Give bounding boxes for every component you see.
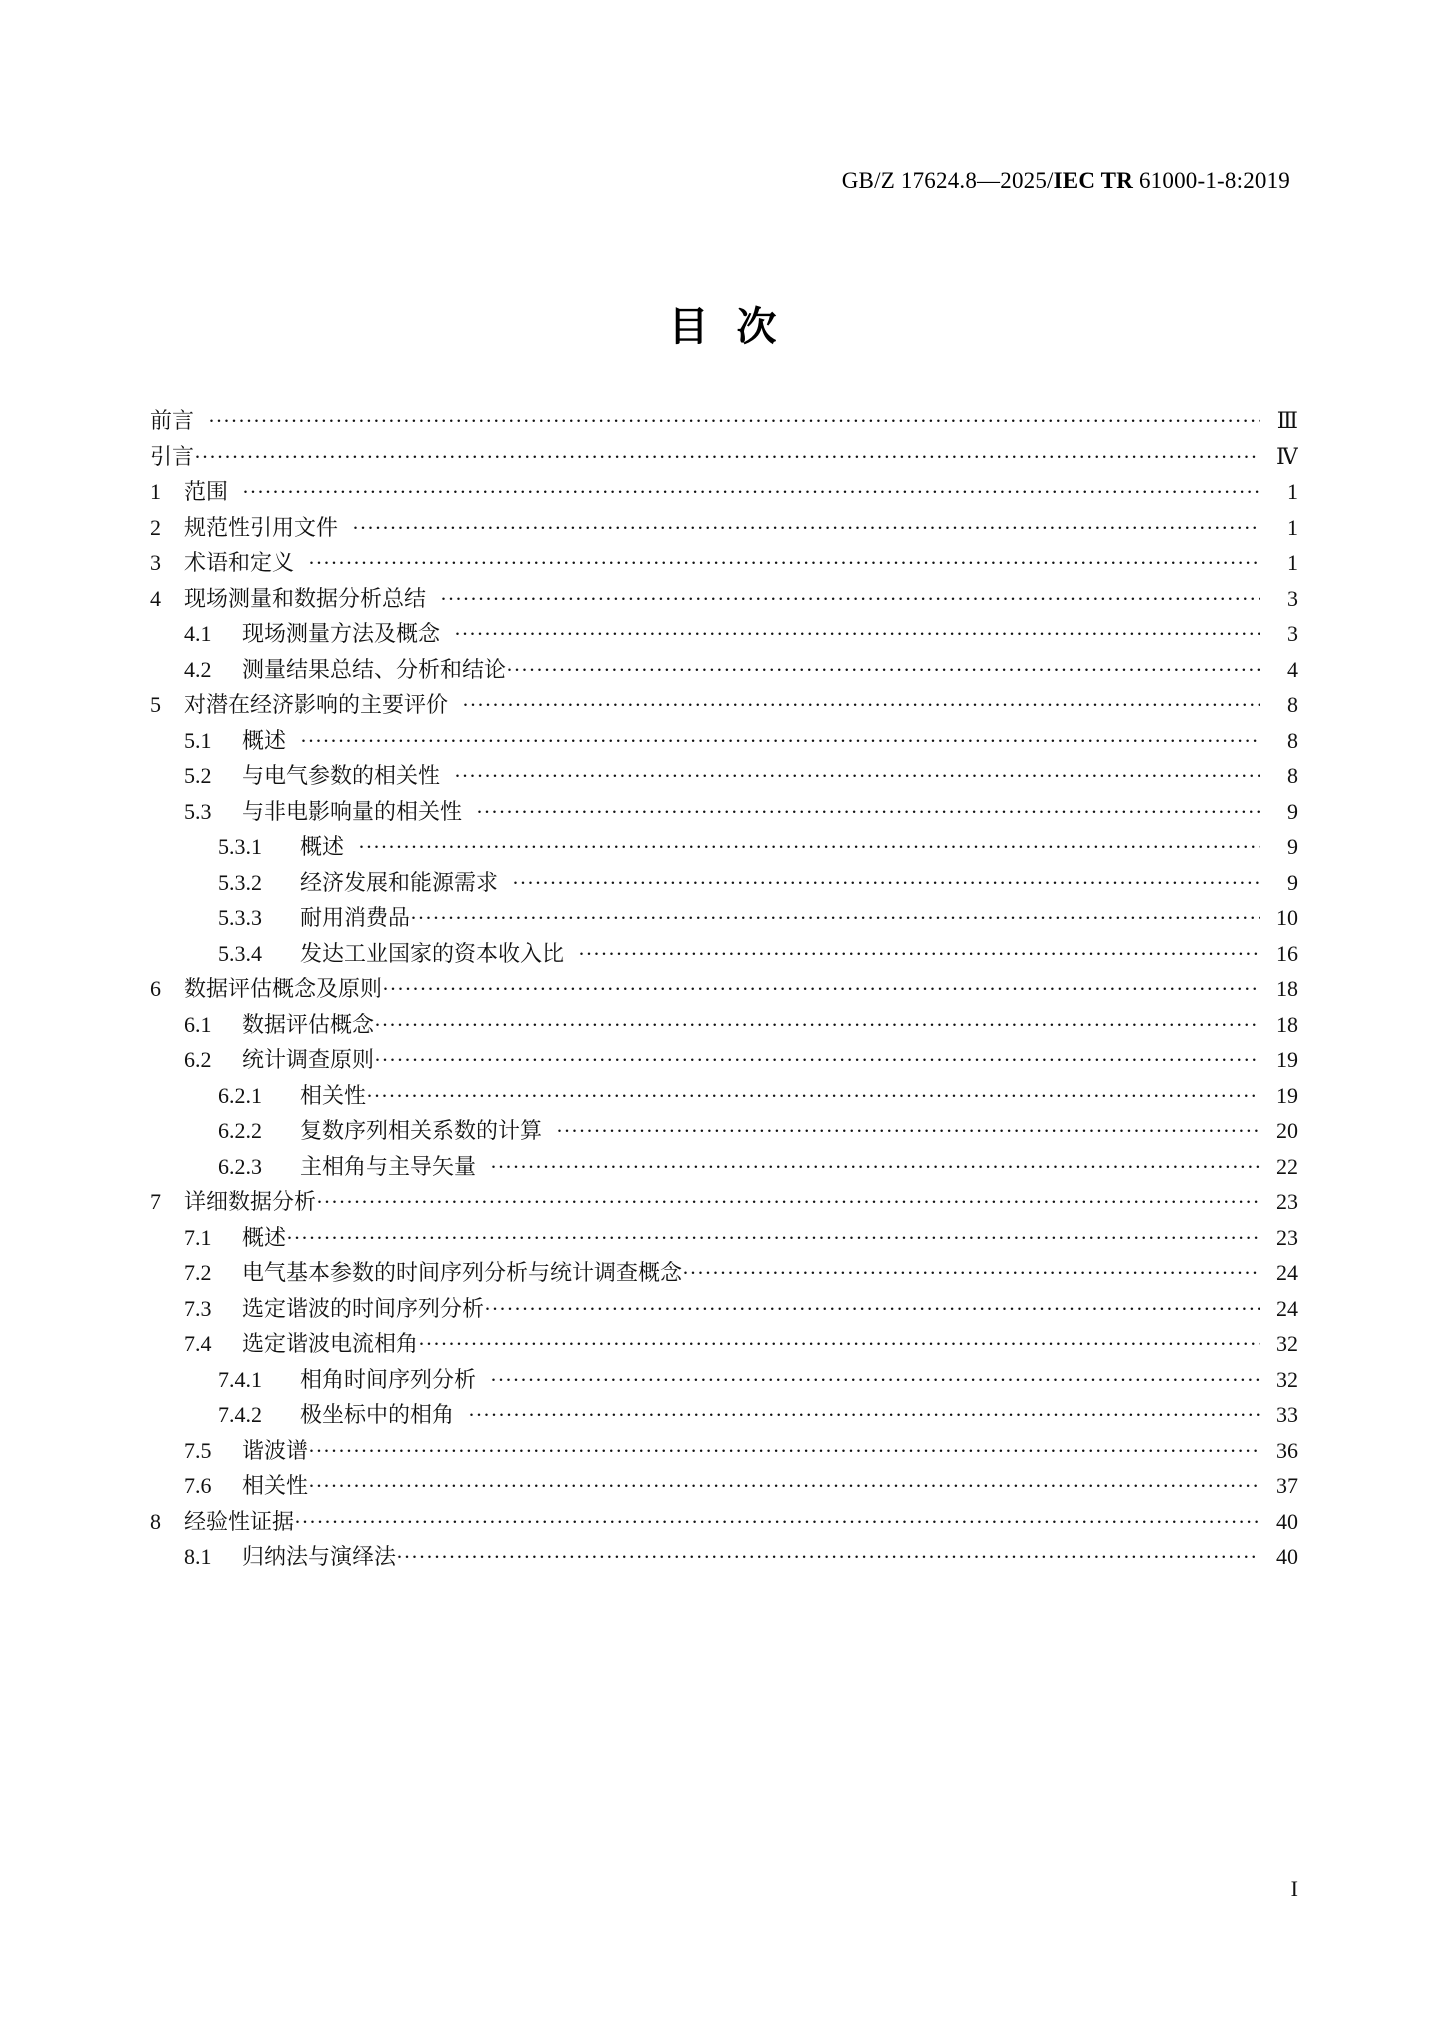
header-source-code: IEC TR xyxy=(1053,168,1134,193)
toc-entry[interactable] xyxy=(150,1114,1298,1150)
toc-entry[interactable] xyxy=(150,795,1298,831)
toc-entry-number: 7.5 xyxy=(184,1437,212,1463)
toc-entry-label: 前言 xyxy=(150,408,195,433)
toc-leader-dots xyxy=(286,1228,1260,1250)
toc-entry[interactable] xyxy=(150,582,1298,618)
toc-entry[interactable] xyxy=(150,1540,1298,1576)
toc-entry-page-number: 40 xyxy=(1276,1508,1298,1534)
toc-leader-dots xyxy=(308,1441,1260,1463)
toc-entry[interactable] xyxy=(150,1185,1298,1221)
toc-entry-page-number: 8 xyxy=(1287,763,1298,788)
toc-entry-label: 相关性 xyxy=(242,1473,309,1498)
toc-leader-dots xyxy=(506,660,1260,682)
toc-leader-dots xyxy=(358,837,1260,859)
toc-entry-page-number: 4 xyxy=(1287,656,1298,682)
toc-entry-number: 6.1 xyxy=(184,1011,212,1037)
toc-leader-dots xyxy=(556,1121,1260,1143)
toc-entry-label: 相关性 xyxy=(300,1082,367,1108)
toc-entry[interactable] xyxy=(150,759,1298,795)
toc-entry-number: 7.3 xyxy=(184,1295,212,1321)
toc-entry-page-number: 3 xyxy=(1287,585,1298,611)
toc-entry[interactable] xyxy=(150,511,1298,547)
toc-entry-label: 主相角与主导矢量 xyxy=(300,1153,477,1179)
toc-entry-label: 耐用消费品 xyxy=(300,905,411,930)
toc-entry-number: 6.2 xyxy=(184,1047,212,1072)
toc-entry[interactable] xyxy=(150,1292,1298,1328)
toc-entry-page-number: 18 xyxy=(1276,976,1298,1001)
toc-entry-label: 规范性引用文件 xyxy=(184,514,339,540)
toc-entry-number: 8 xyxy=(150,1508,161,1534)
toc-entry-number: 4 xyxy=(150,585,161,611)
toc-entry-page-number: 8 xyxy=(1287,727,1298,753)
toc-entry-number: 4.1 xyxy=(184,621,212,646)
toc-entry-label: 归纳法与演绎法 xyxy=(242,1544,397,1569)
toc-entry-number: 5.3.3 xyxy=(218,905,262,930)
toc-leader-dots xyxy=(300,731,1260,753)
toc-entry-label: 经验性证据 xyxy=(184,1508,295,1534)
toc-leader-dots xyxy=(208,411,1260,433)
toc-entry-page-number: 8 xyxy=(1287,692,1298,717)
header-standard-code: GB/Z 17624.8—2025/ xyxy=(841,168,1054,193)
toc-entry-number: 5.3.2 xyxy=(218,869,262,895)
toc-entry-label: 与非电影响量的相关性 xyxy=(242,798,463,824)
toc-entry[interactable] xyxy=(150,1043,1298,1079)
toc-entry-number: 7.2 xyxy=(184,1260,212,1285)
toc-entry-number: 7.4 xyxy=(184,1331,212,1356)
toc-entry-page-number: Ⅳ xyxy=(1276,443,1298,469)
toc-entry-label: 详细数据分析 xyxy=(184,1189,317,1214)
toc-entry-label: 测量结果总结、分析和结论 xyxy=(242,656,507,682)
toc-leader-dots xyxy=(484,1299,1260,1321)
toc-entry-number: 5 xyxy=(150,692,161,717)
toc-entry-number: 6 xyxy=(150,976,161,1001)
toc-entry-label: 范围 xyxy=(184,479,229,504)
toc-entry-page-number: 32 xyxy=(1276,1331,1298,1356)
toc-entry-label: 复数序列相关系数的计算 xyxy=(300,1118,543,1143)
toc-entry[interactable] xyxy=(150,830,1298,866)
toc-leader-dots xyxy=(418,1334,1260,1356)
toc-entry-number: 1 xyxy=(150,479,161,504)
toc-entry-page-number: 18 xyxy=(1276,1011,1298,1037)
toc-entry-label: 引言 xyxy=(150,443,195,469)
toc-leader-dots xyxy=(682,1263,1260,1285)
running-header xyxy=(155,168,1290,194)
toc-entry[interactable] xyxy=(150,1363,1298,1399)
toc-leader-dots xyxy=(242,482,1260,504)
toc-entry-label: 数据评估概念 xyxy=(242,1011,375,1037)
toc-entry-page-number: 37 xyxy=(1276,1473,1298,1498)
toc-leader-dots xyxy=(512,873,1260,895)
toc-leader-dots xyxy=(578,944,1260,966)
toc-entry-label: 经济发展和能源需求 xyxy=(300,869,499,895)
toc-entry-number: 7.4.2 xyxy=(218,1402,262,1427)
toc-entry-number: 3 xyxy=(150,550,161,575)
toc-entry-label: 选定谐波的时间序列分析 xyxy=(242,1295,485,1321)
toc-leader-dots xyxy=(454,624,1260,646)
toc-entry-page-number: 19 xyxy=(1276,1047,1298,1072)
toc-entry-label: 与电气参数的相关性 xyxy=(242,763,441,788)
toc-entry-page-number: 23 xyxy=(1276,1224,1298,1250)
toc-entry-page-number: 16 xyxy=(1276,940,1298,966)
toc-entry-label: 概述 xyxy=(300,834,345,859)
toc-entry-page-number: 32 xyxy=(1276,1366,1298,1392)
toc-entry[interactable] xyxy=(150,653,1298,689)
toc-entry-number: 5.2 xyxy=(184,763,212,788)
toc-entry[interactable] xyxy=(150,1327,1298,1363)
toc-entry[interactable] xyxy=(150,546,1298,582)
toc-entry-label: 相角时间序列分析 xyxy=(300,1366,477,1392)
toc-entry-page-number: 1 xyxy=(1287,514,1298,540)
toc-entry-number: 6.2.1 xyxy=(218,1082,262,1108)
toc-entry-label: 统计调查原则 xyxy=(242,1047,375,1072)
toc-leader-dots xyxy=(462,695,1260,717)
toc-entry-number: 7 xyxy=(150,1189,161,1214)
toc-entry-page-number: 40 xyxy=(1276,1544,1298,1569)
toc-entry[interactable] xyxy=(150,1398,1298,1434)
toc-leader-dots xyxy=(352,518,1260,540)
toc-leader-dots xyxy=(382,979,1260,1001)
toc-entry[interactable] xyxy=(150,1221,1298,1257)
toc-leader-dots xyxy=(308,1476,1260,1498)
toc-entry[interactable] xyxy=(150,1079,1298,1115)
toc-entry-page-number: 1 xyxy=(1287,479,1298,504)
toc-entry-label: 术语和定义 xyxy=(184,550,295,575)
toc-entry-number: 5.3.4 xyxy=(218,940,262,966)
toc-entry[interactable] xyxy=(150,1008,1298,1044)
toc-entry-page-number: 20 xyxy=(1276,1118,1298,1143)
toc-leader-dots xyxy=(194,447,1260,469)
toc-entry-number: 7.1 xyxy=(184,1224,212,1250)
toc-entry-number: 7.4.1 xyxy=(218,1366,262,1392)
toc-entry[interactable] xyxy=(150,972,1298,1008)
toc-leader-dots xyxy=(490,1370,1260,1392)
toc-entry-page-number: 19 xyxy=(1276,1082,1298,1108)
toc-entry-page-number: 9 xyxy=(1287,834,1298,859)
toc-leader-dots xyxy=(374,1050,1260,1072)
toc-entry-label: 发达工业国家的资本收入比 xyxy=(300,940,565,966)
toc-entry-number: 4.2 xyxy=(184,656,212,682)
toc-leader-dots xyxy=(468,1405,1260,1427)
toc-entry-page-number: 1 xyxy=(1287,550,1298,575)
toc-entry-page-number: 22 xyxy=(1276,1153,1298,1179)
toc-entry-label: 现场测量方法及概念 xyxy=(242,621,441,646)
header-source-number: 61000-1-8:2019 xyxy=(1133,168,1290,193)
toc-entry-label: 现场测量和数据分析总结 xyxy=(184,585,427,611)
toc-entry-page-number: 24 xyxy=(1276,1295,1298,1321)
toc-entry-label: 谐波谱 xyxy=(242,1437,309,1463)
toc-entry[interactable] xyxy=(150,688,1298,724)
toc-entry-label: 选定谐波电流相角 xyxy=(242,1331,419,1356)
toc-entry-number: 7.6 xyxy=(184,1473,212,1498)
toc-leader-dots xyxy=(294,1512,1260,1534)
toc-leader-dots xyxy=(440,589,1260,611)
toc-entry-page-number: 36 xyxy=(1276,1437,1298,1463)
toc-leader-dots xyxy=(316,1192,1260,1214)
toc-entry[interactable] xyxy=(150,475,1298,511)
toc-entry[interactable] xyxy=(150,617,1298,653)
toc-entry[interactable] xyxy=(150,866,1298,902)
toc-entry-label: 概述 xyxy=(242,1224,287,1250)
toc-entry-number: 5.1 xyxy=(184,727,212,753)
toc-entry-label: 概述 xyxy=(242,727,287,753)
toc-leader-dots xyxy=(476,802,1260,824)
toc-entry-label: 电气基本参数的时间序列分析与统计调查概念 xyxy=(242,1260,683,1285)
toc-entry[interactable] xyxy=(150,1434,1298,1470)
toc-entry[interactable] xyxy=(150,937,1298,973)
toc-entry[interactable] xyxy=(150,1256,1298,1292)
toc-leader-dots xyxy=(374,1015,1260,1037)
toc-entry[interactable] xyxy=(150,724,1298,760)
toc-entry-page-number: Ⅲ xyxy=(1276,408,1298,433)
toc-leader-dots xyxy=(454,766,1260,788)
toc-entry-label: 极坐标中的相角 xyxy=(300,1402,455,1427)
toc-entry-page-number: 23 xyxy=(1276,1189,1298,1214)
toc-entry-number: 6.2.2 xyxy=(218,1118,262,1143)
toc-leader-dots xyxy=(366,1086,1260,1108)
toc-entry-number: 5.3.1 xyxy=(218,834,262,859)
toc-leader-dots xyxy=(490,1157,1260,1179)
toc-entry-page-number: 9 xyxy=(1287,869,1298,895)
toc-entry[interactable] xyxy=(150,404,1298,440)
toc-entry[interactable] xyxy=(150,901,1298,937)
toc-entry[interactable] xyxy=(150,440,1298,476)
toc-leader-dots xyxy=(410,908,1260,930)
toc-entry[interactable] xyxy=(150,1469,1298,1505)
page-folio: I xyxy=(1290,1876,1298,1901)
toc-leader-dots xyxy=(308,553,1260,575)
toc-entry-label: 数据评估概念及原则 xyxy=(184,976,383,1001)
toc-entry-number: 2 xyxy=(150,514,161,540)
toc-entry-label: 对潜在经济影响的主要评价 xyxy=(184,692,449,717)
toc-leader-dots xyxy=(396,1547,1260,1569)
toc-entry-number: 5.3 xyxy=(184,798,212,824)
toc-entry-page-number: 10 xyxy=(1276,905,1298,930)
toc-entry[interactable] xyxy=(150,1505,1298,1541)
toc-entry-page-number: 33 xyxy=(1276,1402,1298,1427)
page-title: 目次 xyxy=(668,305,805,349)
toc-entry-page-number: 9 xyxy=(1287,798,1298,824)
toc-entry-page-number: 24 xyxy=(1276,1260,1298,1285)
table-of-contents xyxy=(150,404,1298,1576)
toc-entry-page-number: 3 xyxy=(1287,621,1298,646)
toc-entry[interactable] xyxy=(150,1150,1298,1186)
toc-entry-number: 6.2.3 xyxy=(218,1153,262,1179)
toc-entry-number: 8.1 xyxy=(184,1544,212,1569)
